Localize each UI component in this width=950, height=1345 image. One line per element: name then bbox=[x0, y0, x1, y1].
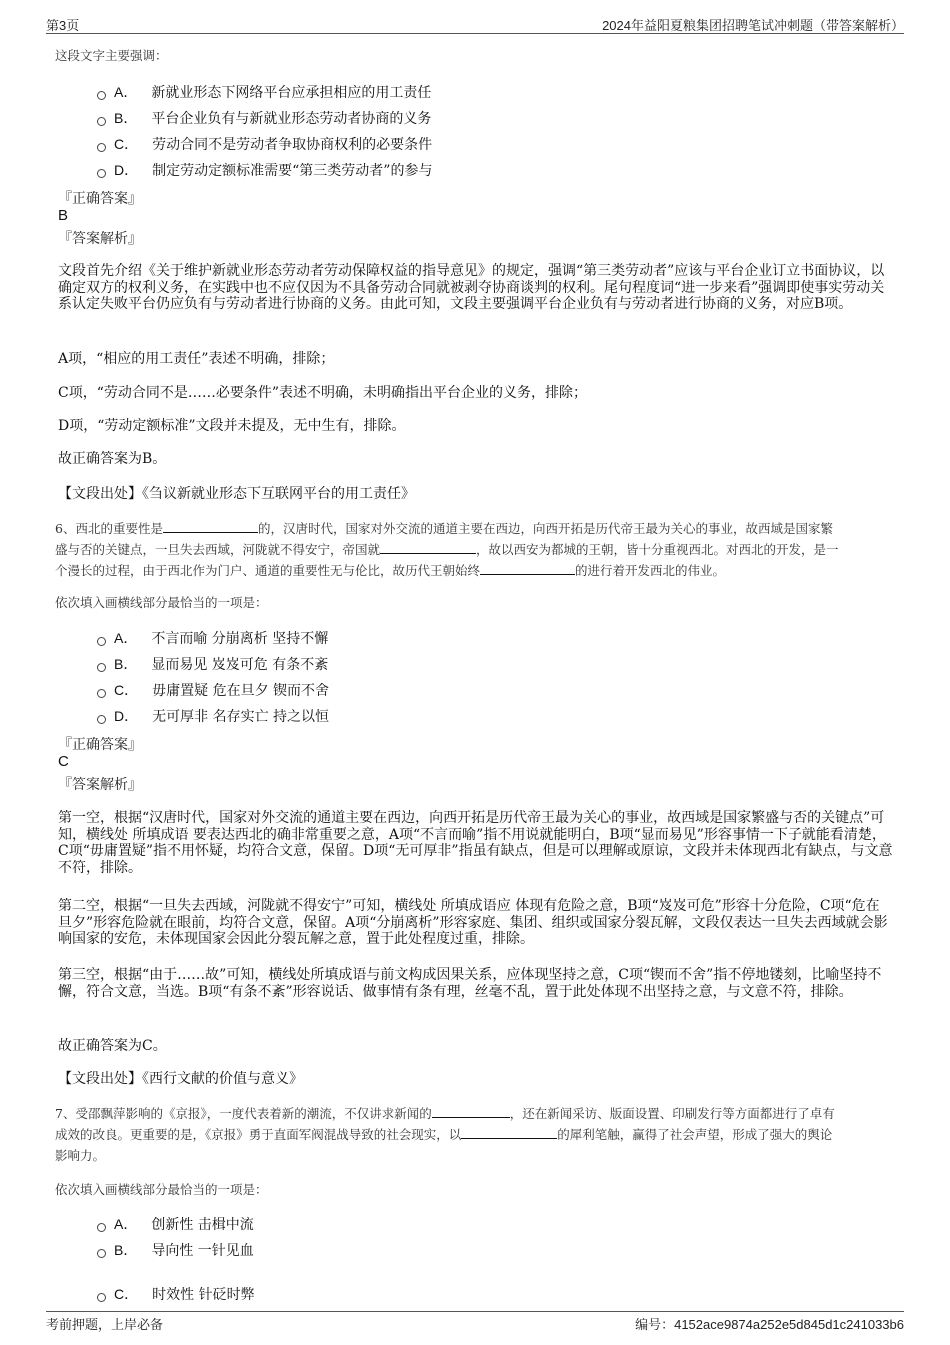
q7-stem-part: ，还在新闻采访、版面设置、印刷发行等方面都进行了卓有 bbox=[509, 1106, 835, 1121]
blank-line[interactable] bbox=[163, 520, 258, 533]
q6-option-b[interactable] bbox=[97, 654, 328, 674]
q6-stem-part: ，故以西安为都城的王朝，皆十分重视西北。对西北的开发，是一 bbox=[476, 542, 839, 557]
option-letter: D． bbox=[114, 162, 139, 178]
radio-icon[interactable] bbox=[97, 1223, 106, 1232]
option-letter: D． bbox=[114, 708, 139, 724]
radio-icon[interactable] bbox=[97, 143, 106, 152]
header-divider bbox=[46, 33, 904, 34]
document-title: 2024年益阳夏粮集团招聘笔试冲刺题（带答案解析） bbox=[602, 18, 904, 33]
q5-answer: B bbox=[58, 207, 69, 224]
q6-answer-label: 『正确答案』 bbox=[58, 737, 142, 753]
option-text: 不言而喻 分崩离析 坚持不懈 bbox=[151, 631, 329, 647]
option-text: 平台企业负有与新就业形态劳动者协商的义务 bbox=[151, 111, 432, 127]
option-letter: C． bbox=[114, 136, 139, 152]
option-letter: B． bbox=[114, 656, 138, 672]
option-text: 劳动合同不是劳动者争取协商权利的必要条件 bbox=[152, 137, 433, 153]
radio-icon[interactable] bbox=[97, 91, 106, 100]
option-letter: A． bbox=[114, 84, 138, 100]
q6-stem-part: 6、西北的重要性是 bbox=[55, 521, 163, 536]
q7-lead: 依次填入画横线部分最恰当的一项是： bbox=[55, 1182, 268, 1197]
option-letter: C． bbox=[114, 1286, 139, 1302]
q7-option-c[interactable] bbox=[97, 1284, 255, 1304]
option-letter: C． bbox=[114, 682, 139, 698]
q5-option-a[interactable] bbox=[97, 82, 431, 102]
option-text: 毋庸置疑 危在旦夕 锲而不舍 bbox=[152, 683, 330, 699]
q7-stem-part: 影响力。 bbox=[55, 1148, 106, 1163]
q5-conclusion: 故正确答案为B。 bbox=[58, 451, 167, 467]
option-letter: A． bbox=[114, 1216, 138, 1232]
code-value: 4152ace9874a252e5d845d1c241033b6 bbox=[674, 1317, 904, 1332]
q7-option-a[interactable] bbox=[97, 1214, 254, 1234]
option-text: 无可厚非 名存实亡 持之以恒 bbox=[152, 709, 330, 725]
q6-stem bbox=[55, 518, 897, 581]
q6-analysis-blank-2: 第二空，根据“一旦失去西域，河陇就不得安宁”可知，横线处 所填成语应 体现有危险之意，B项“岌岌可危”形容十分危险，C项“危在旦夕”形容危险就在眼前，均符合文意，保留。A项“分崩离析”形容家庭、集团、组织或国家分裂瓦解，文段仅表达一旦失去西域就会影响国家的安危，未体现国家会因此分裂瓦解之意，置于此处程度过重，排除。 bbox=[58, 898, 888, 947]
blank-line[interactable] bbox=[480, 562, 575, 575]
option-text: 显而易见 岌岌可危 有条不紊 bbox=[151, 657, 329, 673]
q6-analysis-blank-3: 第三空，根据“由于……故”可知，横线处所填成语与前文构成因果关系，应体现坚持之意，C项“锲而不舍”指不停地镂刻，比喻坚持不懈，符合文意，当选。B项“有条不紊”形容说话、做事情有条有理，丝毫不乱，置于此处体现不出坚持之意，与文意不符，排除。 bbox=[58, 967, 882, 1000]
footer-divider bbox=[46, 1311, 904, 1312]
q6-stem-part: 的，汉唐时代，国家对外交流的通道主要在西边，向西开拓是历代帝王最为关心的事业，故西域是国家繁 bbox=[257, 521, 833, 536]
blank-line[interactable] bbox=[380, 541, 476, 554]
option-text: 新就业形态下网络平台应承担相应的用工责任 bbox=[151, 85, 432, 101]
radio-icon[interactable] bbox=[97, 689, 106, 698]
blank-line[interactable] bbox=[461, 1126, 557, 1139]
option-text: 制定劳动定额标准需要“第三类劳动者”的参与 bbox=[152, 163, 433, 179]
q6-stem-part: 个漫长的过程，由于西北作为门户、通道的重要性无与伦比，故历代王朝始终 bbox=[55, 563, 481, 578]
q6-conclusion: 故正确答案为C。 bbox=[58, 1038, 167, 1054]
q6-analysis-label: 『答案解析』 bbox=[58, 777, 142, 793]
option-letter: B． bbox=[114, 110, 138, 126]
option-text: 导向性 一针见血 bbox=[151, 1243, 254, 1259]
q5-option-c[interactable] bbox=[97, 134, 432, 154]
q7-stem bbox=[55, 1103, 897, 1166]
q6-option-d[interactable] bbox=[97, 706, 329, 726]
q6-answer: C bbox=[58, 753, 69, 770]
radio-icon[interactable] bbox=[97, 117, 106, 126]
document-code bbox=[635, 1314, 904, 1333]
option-text: 时效性 针砭时弊 bbox=[152, 1287, 255, 1303]
q5-analysis-option-d: D项，“劳动定额标准”文段并未提及，无中生有，排除。 bbox=[58, 418, 406, 434]
q6-lead: 依次填入画横线部分最恰当的一项是： bbox=[55, 595, 268, 610]
q5-lead: 这段文字主要强调： bbox=[55, 48, 168, 63]
q6-option-c[interactable] bbox=[97, 680, 329, 700]
q5-analysis-option-a: A项，“相应的用工责任”表述不明确，排除； bbox=[58, 351, 335, 367]
q6-analysis-blank-1: 第一空，根据“汉唐时代，国家对外交流的通道主要在西边，向西开拓是历代帝王最为关心的事业，故西域是国家繁盛与否的关键点”可知，横线处 所填成语 要表达西北的确非常重要之意，A项“不言而喻”指不用说就能明白，B项“显而易见”形容事情一下子就能看清楚，C项“毋庸置疑”指不用怀疑，均符合文意，保留。D项“无可厚非”指虽有缺点，但是可以理解或原谅，文段并未体现西北有缺点，与文意不符，排除。 bbox=[58, 810, 893, 876]
blank-line[interactable] bbox=[432, 1105, 510, 1118]
radio-icon[interactable] bbox=[97, 1249, 106, 1258]
radio-icon[interactable] bbox=[97, 663, 106, 672]
q7-option-b[interactable] bbox=[97, 1240, 254, 1260]
q7-stem-part: 的犀利笔触，赢得了社会声望，形成了强大的舆论 bbox=[557, 1127, 833, 1142]
q5-source: 【文段出处】《刍议新就业形态下互联网平台的用工责任》 bbox=[58, 486, 415, 502]
radio-icon[interactable] bbox=[97, 169, 106, 178]
footer-slogan: 考前押题，上岸必备 bbox=[46, 1318, 164, 1333]
page-number: 第3页 bbox=[46, 18, 80, 33]
code-label: 编号： bbox=[635, 1318, 675, 1333]
q6-source: 【文段出处】《西行文献的价值与意义》 bbox=[58, 1071, 303, 1087]
q6-stem-part: 盛与否的关键点，一旦失去西域，河陇就不得安宁，帝国就 bbox=[55, 542, 381, 557]
q5-option-d[interactable] bbox=[97, 160, 432, 180]
q5-answer-label: 『正确答案』 bbox=[58, 191, 142, 207]
q5-analysis-label: 『答案解析』 bbox=[58, 231, 142, 247]
q5-analysis-option-c: C项，“劳动合同不是……必要条件”表述不明确，未明确指出平台企业的义务，排除； bbox=[58, 385, 588, 401]
option-text: 创新性 击楫中流 bbox=[151, 1217, 254, 1233]
q5-analysis-paragraph: 文段首先介绍《关于维护新就业形态劳动者劳动保障权益的指导意见》的规定，强调“第三类劳动者”应该与平台企业订立书面协议，以确定双方的权利义务，在实践中也不应仅因为不具备劳动合同就被剥夺协商谈判的权利。尾句程度词“进一步来看”强调即使事实劳动关系认定失败平台仍应负有与劳动者进行协商的义务。由此可知，文段主要强调平台企业负有与劳动者进行协商的义务，对应B项。 bbox=[58, 263, 885, 312]
radio-icon[interactable] bbox=[97, 637, 106, 646]
option-letter: A． bbox=[114, 630, 138, 646]
q5-option-b[interactable] bbox=[97, 108, 431, 128]
q7-stem-part: 7、受邵飘萍影响的《京报》，一度代表着新的潮流，不仅讲求新闻的 bbox=[55, 1106, 432, 1121]
q6-option-a[interactable] bbox=[97, 628, 328, 648]
radio-icon[interactable] bbox=[97, 715, 106, 724]
radio-icon[interactable] bbox=[97, 1293, 106, 1302]
q7-stem-part: 成效的改良。更重要的是，《京报》勇于直面军阀混战导致的社会现实，以 bbox=[55, 1127, 462, 1142]
q6-stem-part: 的进行着开发西北的伟业。 bbox=[575, 563, 726, 578]
option-letter: B． bbox=[114, 1242, 138, 1258]
